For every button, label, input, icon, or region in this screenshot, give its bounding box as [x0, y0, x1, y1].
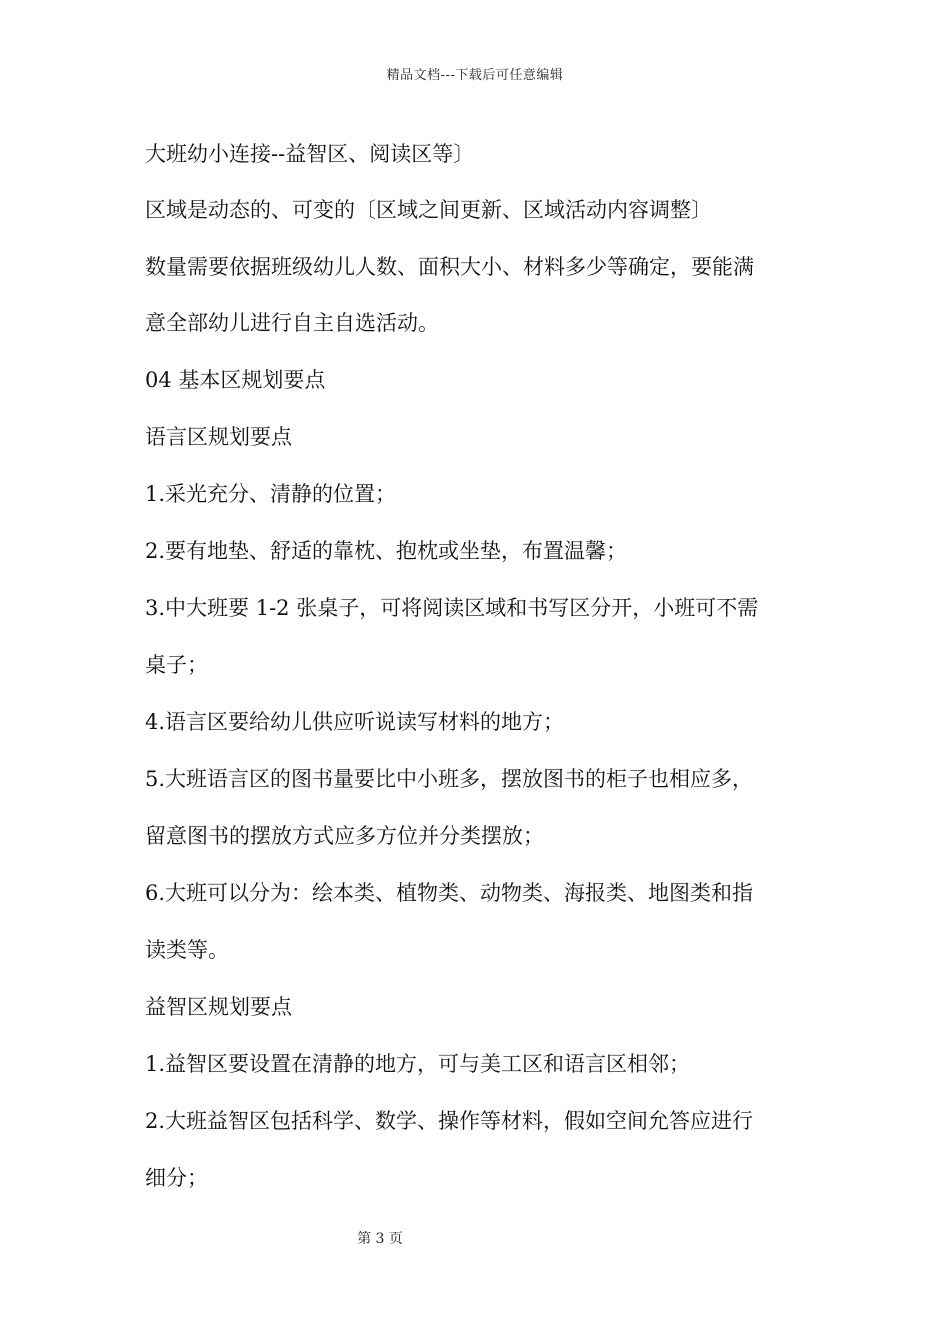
- list-item-continued: 留意图书的摆放方式应多方位并分类摆放；: [145, 824, 544, 848]
- text-line: 区域是动态的、可变的〔区域之间更新、区域活动内容调整〕: [145, 198, 712, 222]
- page-number: 第 3 页: [357, 1231, 403, 1247]
- text-line: 意全部幼儿进行自主自选活动。: [145, 311, 439, 335]
- section-heading: 04 基本区规划要点: [145, 368, 326, 392]
- subsection-heading: 语言区规划要点: [145, 425, 292, 449]
- subsection-heading: 益智区规划要点: [145, 995, 292, 1019]
- header-note: 精品文档---下载后可任意编辑: [386, 68, 564, 83]
- text-line: 大班幼小连接--益智区、阅读区等〕: [145, 142, 475, 166]
- list-item: 1.采光充分、清静的位置；: [145, 482, 397, 506]
- list-item: 4.语言区要给幼儿供应听说读写材料的地方；: [145, 710, 565, 734]
- list-item: 3.中大班要 1-2 张桌子，可将阅读区域和书写区分开，小班可不需: [145, 596, 759, 620]
- list-item: 6.大班可以分为：绘本类、植物类、动物类、海报类、地图类和指: [145, 881, 754, 905]
- text-line: 数量需要依据班级幼儿人数、面积大小、材料多少等确定，要能满: [145, 255, 754, 279]
- list-item: 1.益智区要设置在清静的地方，可与美工区和语言区相邻；: [145, 1052, 691, 1076]
- list-item: 2.要有地垫、舒适的靠枕、抱枕或坐垫，布置温馨；: [145, 539, 628, 563]
- list-item: 5.大班语言区的图书量要比中小班多，摆放图书的柜子也相应多，: [145, 767, 754, 791]
- list-item: 2.大班益智区包括科学、数学、操作等材料，假如空间允答应进行: [145, 1109, 754, 1133]
- list-item-continued: 细分；: [145, 1166, 208, 1190]
- list-item-continued: 读类等。: [145, 938, 229, 962]
- list-item-continued: 桌子；: [145, 653, 208, 677]
